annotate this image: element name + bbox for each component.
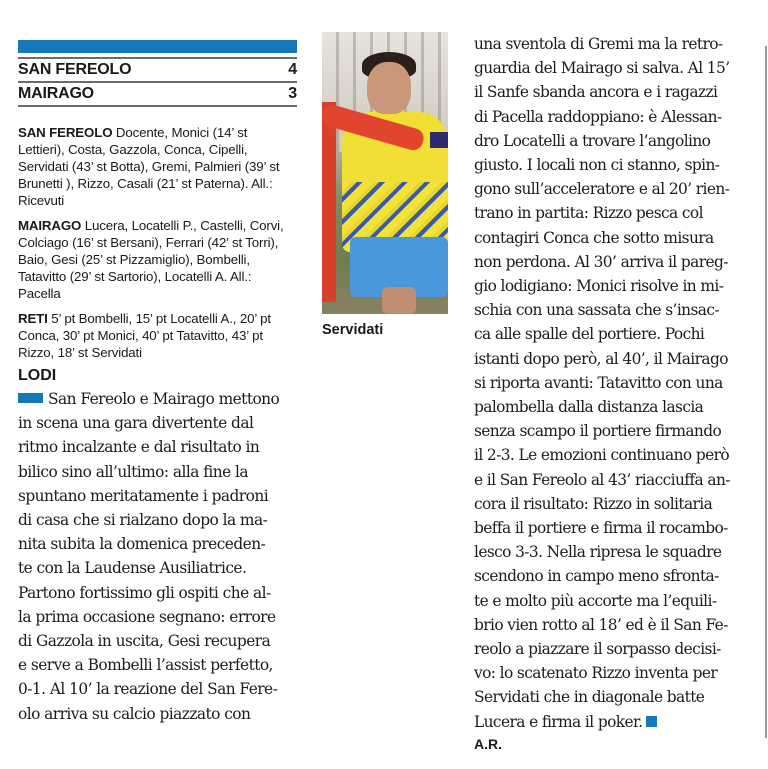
article-line: guardia del Mairago si salva. Al 15’: [474, 59, 730, 78]
article-line: Lucera e firma il poker.: [474, 710, 760, 734]
article-line: gio lodigiano: Monici risolve in mi-: [474, 277, 724, 296]
photo-block: [322, 32, 448, 338]
lineup-players: Docente, Monici (14’ st Lettieri), Costa, Gazzola, Conca, Cipelli, Servidati (43’ st Botta), Gremi, Palmieri (39’ st Brunetti ), Rizzo, Casali (21’ st Paterna). All.: Ricevuti: [18, 125, 280, 208]
article-line: spuntano meritatamente i padroni: [18, 486, 269, 505]
lineup-players: Lucera, Locatelli P., Castelli, Corvi, Colciago (16’ st Bersani), Ferrari (42’ st Torri), Baio, Gesi (25’ st Pizzamiglio), Bombelli, Tatavitto (29’ st Sartorio), Locatelli A. All.: Pacella: [18, 218, 284, 301]
article-line: olo arriva su calcio piazzato con: [18, 704, 251, 723]
article-line: lesco 3-3. Nella ripresa le squadre: [474, 543, 722, 562]
score-row-away: [18, 81, 297, 107]
article-line: vo: lo scatenato Rizzo inventa per: [474, 664, 718, 683]
article-line: una sventola di Gremi ma la retro-: [474, 35, 723, 53]
article-line: te e molto più accorte ma l’equili-: [474, 591, 717, 610]
article-line: di Gazzola in uscita, Gesi recupera: [18, 632, 271, 651]
column-rule: [765, 46, 767, 738]
article-line: schia con una sassata che s’insac-: [474, 301, 719, 320]
end-square-icon: [646, 716, 657, 727]
article-line: e serve a Bombelli l’assist perfetto,: [18, 656, 273, 675]
team-score: 4: [288, 61, 297, 78]
photo-caption: Servidati: [322, 322, 384, 338]
article-line: bilico sino all’ultimo: alla fine la: [18, 462, 248, 481]
lead-square-icon: [18, 393, 43, 403]
article-line: scendono in campo meno sfronta-: [474, 567, 719, 586]
article-line: palombella dalla distanza lascia: [474, 398, 704, 417]
article-line: dro Locatelli a trovare l’angolino: [474, 131, 711, 150]
article-line: ca alle spalle del portiere. Pochi: [474, 325, 705, 344]
article-line: reolo a piazzare il sorpasso decisi-: [474, 640, 721, 659]
article-line: cora il risultato: Rizzo in solitaria: [474, 494, 713, 513]
article-line: il Sanfe sbanda ancora e i ragazzi: [474, 83, 718, 102]
article-line: gono sull’acceleratore e al 20’ rien-: [474, 180, 730, 199]
byline: A.R.: [474, 735, 502, 752]
article-line: la prima occasione segnano: errore: [18, 607, 276, 626]
dateline: LODI: [18, 367, 57, 384]
player-photo: [322, 32, 448, 314]
article-line: San Fereolo e Mairago mettono: [18, 387, 297, 411]
lineup-team-label: MAIRAGO: [18, 218, 82, 233]
score-row-home: [18, 57, 297, 81]
article-line: il 2-3. Le emozioni continuano però: [474, 446, 730, 465]
lineup-team-label: SAN FEREOLO: [18, 125, 113, 140]
article-line: in scena una gara divertente dal: [18, 414, 254, 433]
article-line: beffa il portiere e firma il rocambo-: [474, 519, 728, 538]
article-line: di Pacella raddoppiano: è Alessan-: [474, 107, 722, 126]
article-body-left: [18, 387, 297, 726]
goals-text: 5’ pt Bombelli, 15’ pt Locatelli A., 20’ pt Conca, 30’ pt Monici, 40’ pt Tatavitto, 43’ pt Rizzo, 18’ st Servidati: [18, 311, 271, 360]
goals-summary: [18, 310, 297, 361]
article-body-right: [474, 32, 760, 734]
team-name: MAIRAGO: [18, 85, 94, 102]
article-line: brio vien rotto al 18’ ed è il San Fe-: [474, 615, 728, 634]
article-line: nita subita la domenica preceden-: [18, 535, 266, 554]
right-column: [474, 32, 760, 753]
left-column: [18, 40, 297, 726]
article-line: Partono fortissimo gli ospiti che al-: [18, 583, 271, 602]
team-score: 3: [288, 85, 297, 102]
article-line: ritmo incalzante e dal risultato in: [18, 438, 260, 457]
article-line: giusto. I locali non ci stanno, spin-: [474, 156, 720, 175]
article-line: trano in partita: Rizzo pesca col: [474, 204, 703, 223]
article-line: e il San Fereolo al 43’ riacciuffa an-: [474, 470, 730, 489]
article-line: te con la Laudense Ausiliatrice.: [18, 559, 247, 578]
article-line: Servidati che in diagonale batte: [474, 688, 705, 707]
team-name: SAN FEREOLO: [18, 61, 132, 78]
article-line: non perdona. Al 30’ arriva il pareg-: [474, 252, 728, 271]
article-line: 0-1. Al 10’ la reazione del San Fere-: [18, 680, 278, 699]
lineup-home: [18, 124, 297, 209]
article-line: di casa che si rialzano dopo la ma-: [18, 511, 268, 530]
lineup-away: [18, 217, 297, 302]
captain-armband: [430, 132, 448, 148]
article-line: contagiri Conca che sotto misura: [474, 228, 714, 247]
section-accent-bar: [18, 40, 297, 53]
article-line: istanti dopo però, al 40’, il Mairago: [474, 349, 728, 368]
article-line: senza scampo il portiere firmando: [474, 422, 722, 441]
article-line: si riporta avanti: Tatavitto con una: [474, 373, 723, 392]
goals-label: RETI: [18, 311, 48, 326]
